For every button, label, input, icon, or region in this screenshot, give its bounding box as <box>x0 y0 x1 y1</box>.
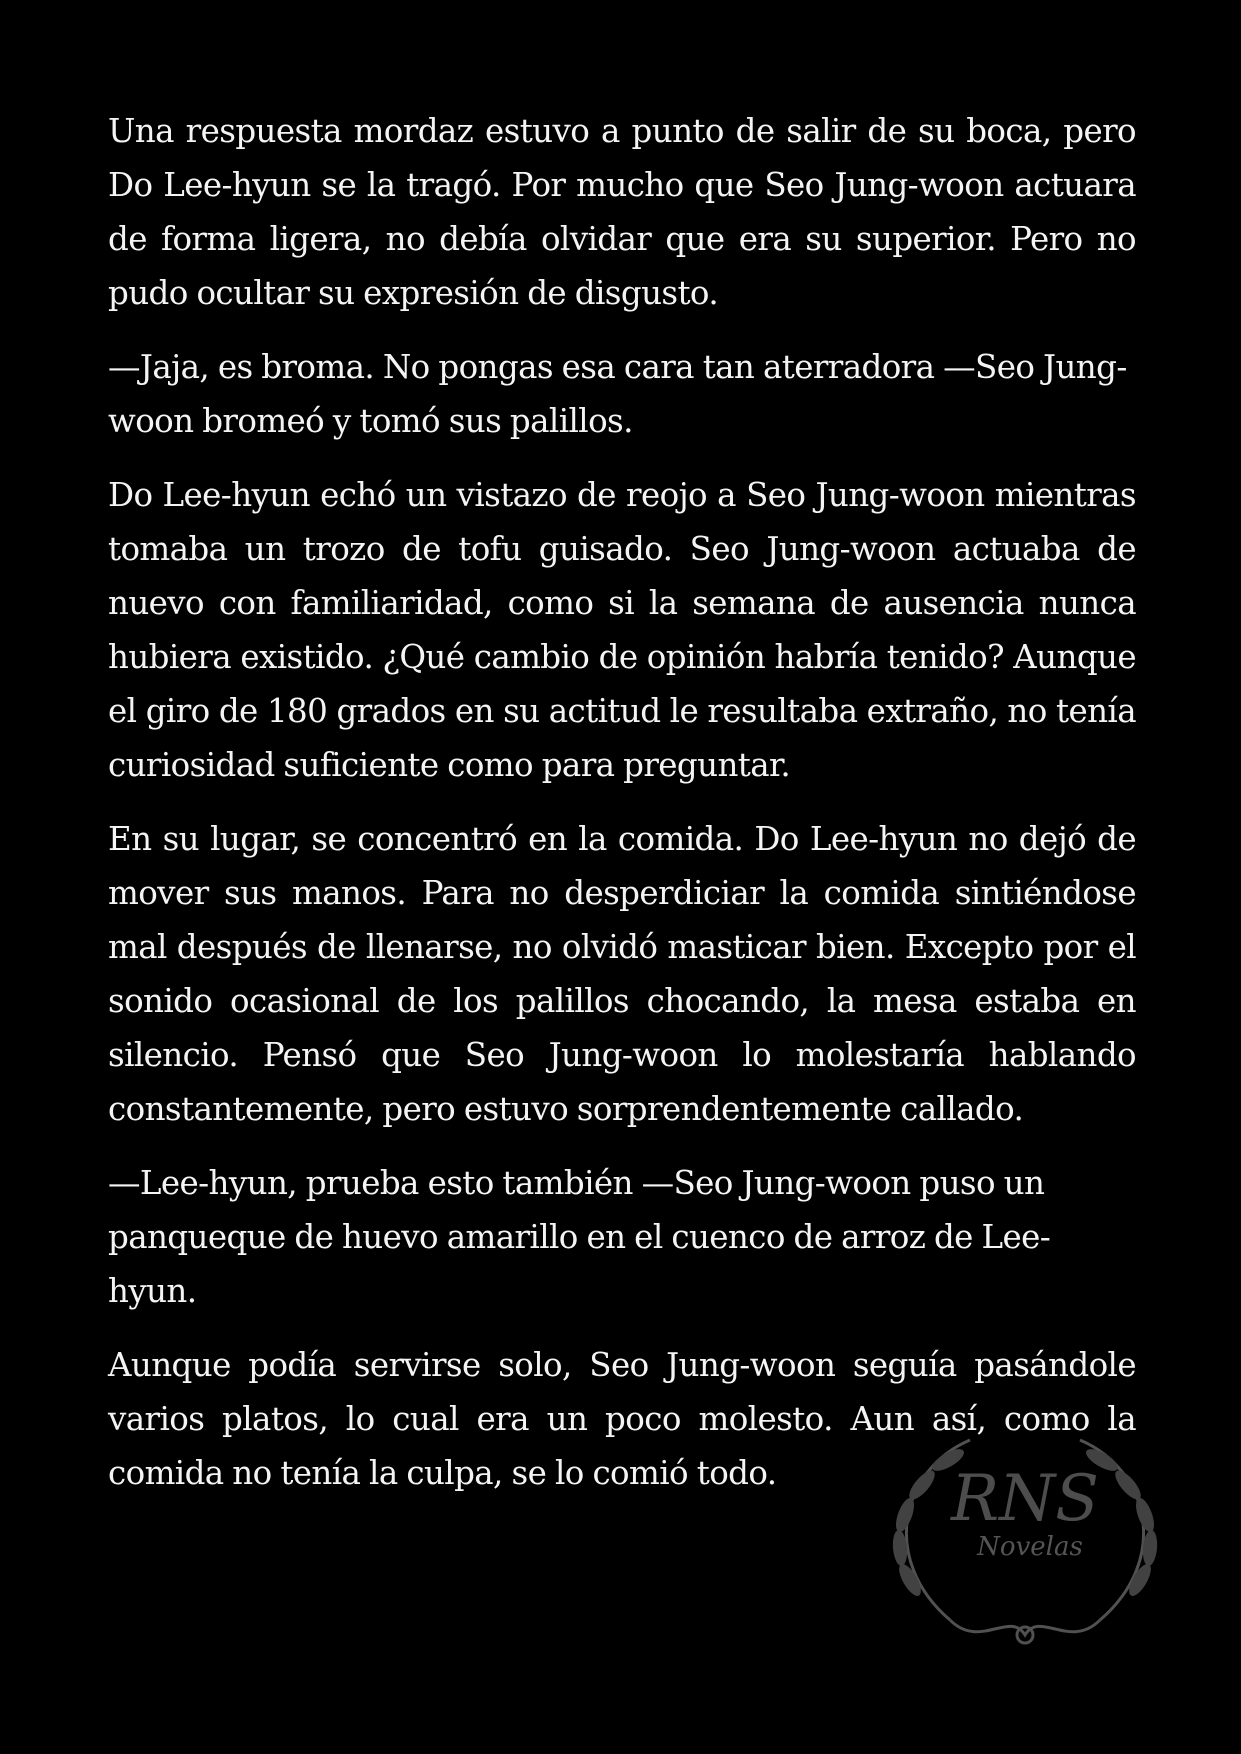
watermark-title: RNS <box>950 1462 1100 1536</box>
watermark-subtitle: Novelas <box>977 1532 1083 1562</box>
paragraph: —Jaja, es broma. No pongas esa cara tan aterradora —Seo Jung-woon bromeó y tomó sus palillos. <box>108 348 1127 440</box>
paragraph: Do Lee-hyun echó un vistazo de reojo a Seo Jung-woon mientras tomaba un trozo de tofu guisado. Seo Jung-woon actuaba de nuevo con familiaridad, como si la semana de ausencia nunca hubiera existido. ¿Qué cambio de opinión habría tenido? Aunque el giro de 180 grados en su actitud le resultaba extraño, no tenía curiosidad suficiente como para preguntar. <box>108 476 1136 784</box>
chapter-text <box>108 104 1136 1520</box>
paragraph: En su lugar, se concentró en la comida. Do Lee-hyun no dejó de mover sus manos. Para no desperdiciar la comida sintiéndose mal después de llenarse, no olvidó masticar bien. Excepto por el sonido ocasional de los palillos chocando, la mesa estaba en silencio. Pensó que Seo Jung-woon lo molestaría hablando constantemente, pero estuvo sorprendentemente callado. <box>108 820 1136 1128</box>
paragraph: Aunque podía servirse solo, Seo Jung-woon seguía pasándole varios platos, lo cual era un poco molesto. Aun así, como la comida no tenía la culpa, se lo comió todo. <box>108 1346 1136 1492</box>
paragraph: Una respuesta mordaz estuvo a punto de salir de su boca, pero Do Lee-hyun se la tragó. Por mucho que Seo Jung-woon actuara de forma ligera, no debía olvidar que era su superior. Pero no pudo ocultar su expresión de disgusto. <box>108 112 1136 312</box>
watermark-logo <box>860 1420 1190 1660</box>
paragraph: —Lee-hyun, prueba esto también —Seo Jung-woon puso un panqueque de huevo amarillo en el cuenco de arroz de Lee-hyun. <box>108 1164 1051 1310</box>
